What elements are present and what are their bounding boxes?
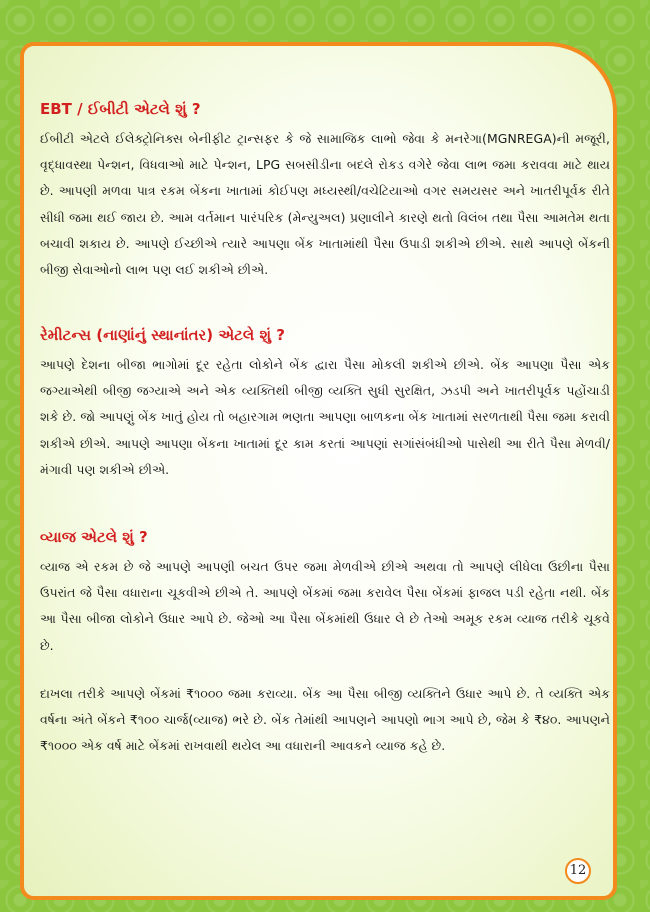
section-ebt: [40, 98, 610, 283]
section-heading-remittance: રેમીટન્સ (નાણાંનું સ્થાનાંતર) એટલે શું ?: [40, 326, 285, 344]
section-interest: [40, 526, 610, 659]
section-example: [40, 681, 610, 760]
section-remittance: [40, 324, 610, 483]
section-body-interest: વ્યાજ એ રકમ છે જે આપણે આપણી બચત ઉપર જમા મેળવીએ છીએ અથવા તો આપણે લીધેલા ઉછીના પૈસા ઉપરાંત જે પૈસા વધારાના ચૂકવીએ છીએ તે. આપણે બેંકમાં જમા કરાવેલ પૈસા બેંકમાં ફાજલ પડી રહેતા નથી. બેંક આ પૈસા બીજા લોકોને ઉધાર આપે છે. જેઓ આ પૈસા બેંકમાંથી ઉધાર લે છે તેઓ અમૂક રકમ વ્યાજ તરીકે ચૂકવે છે.: [40, 559, 610, 653]
section-body-example: દાખલા તરીકે આપણે બેંકમાં ₹૧૦૦૦ જમા કરાવ્યા. બેંક આ પૈસા બીજી વ્યક્તિને ઉધાર આપે છે. તે વ્યક્તિ એક વર્ષના અંતે બેંકને ₹૧૦૦ ચાર્જ(વ્યાજ) ભરે છે. બેંક તેમાંથી આપણને આપણો ભાગ આપે છે, જેમ કે ₹૪૦. આપણને ₹૧૦૦૦ એક વર્ષ માટે બેંકમાં રાખવાથી થયેલ આ વધારાની આવકને વ્યાજ કહે છે.: [40, 686, 610, 754]
section-heading-ebt: EBT / ઈબીટી એટલે શું ?: [40, 100, 201, 118]
section-heading-interest: વ્યાજ એટલે શું ?: [40, 528, 148, 546]
section-body-ebt: ઈબીટી એટલે ઈલેક્ટ્રોનિક્સ બેનીફીટ ટ્રાન્સફર કે જે સામાજિક લાભો જેવા કે મનરેગા(MGNREGA)ની મજૂરી, વૃદ્ધાવસ્થા પેન્શન, વિધવાઓ માટે પેન્શન, LPG સબસીડીના બદલે રોકડ વગેરે જેવા લાભ જમા કરાવવા માટે થાય છે. આપણી મળવા પાત્ર રકમ બેંકના ખાતામાં કોઈપણ મધ્યસ્થી/વચેટિયાઓ વગર સમયસર અને ખાતરીપૂર્વક રીતે સીધી જમા થઈ જાય છે. આમ વર્તમાન પારંપરિક (મેન્યુઅલ) પ્રણાલીને કારણે થતો વિલંબ તથા પૈસા આમતેમ થતા બચાવી શકાય છે. આપણે ઈચ્છીએ ત્યારે આપણા બેંક ખાતામાંથી પૈસા ઉપાડી શકીએ છીએ. સાથે આપણે બેંકની બીજી સેવાઓનો લાભ પણ લઈ શકીએ છીએ.: [40, 131, 610, 278]
page-number: 12: [565, 858, 591, 884]
section-body-remittance: આપણે દેશના બીજા ભાગોમાં દૂર રહેતા લોકોને બેંક દ્વારા પૈસા મોકલી શકીએ છીએ. બેંક આપણા પૈસા એક જગ્યાએથી બીજી જગ્યાએ અને એક વ્યક્તિથી બીજી વ્યક્તિ સુધી સુરક્ષિત, ઝડપી અને ખાતરીપૂર્વક પહોંચાડી શકે છે. જો આપણું બેંક ખાતું હોય તો બહારગામ ભણતા આપણા બાળકના બેંક ખાતામાં સરળતાથી પૈસા જમા કરાવી શકીએ છીએ. આપણે આપણા બેંકના ખાતામાં દૂર કામ કરતાં આપણાં સગાંસંબંધીઓ પાસેથી આ રીતે પૈસા મેળવી/મંગાવી પણ શકીએ છીએ.: [40, 357, 610, 477]
